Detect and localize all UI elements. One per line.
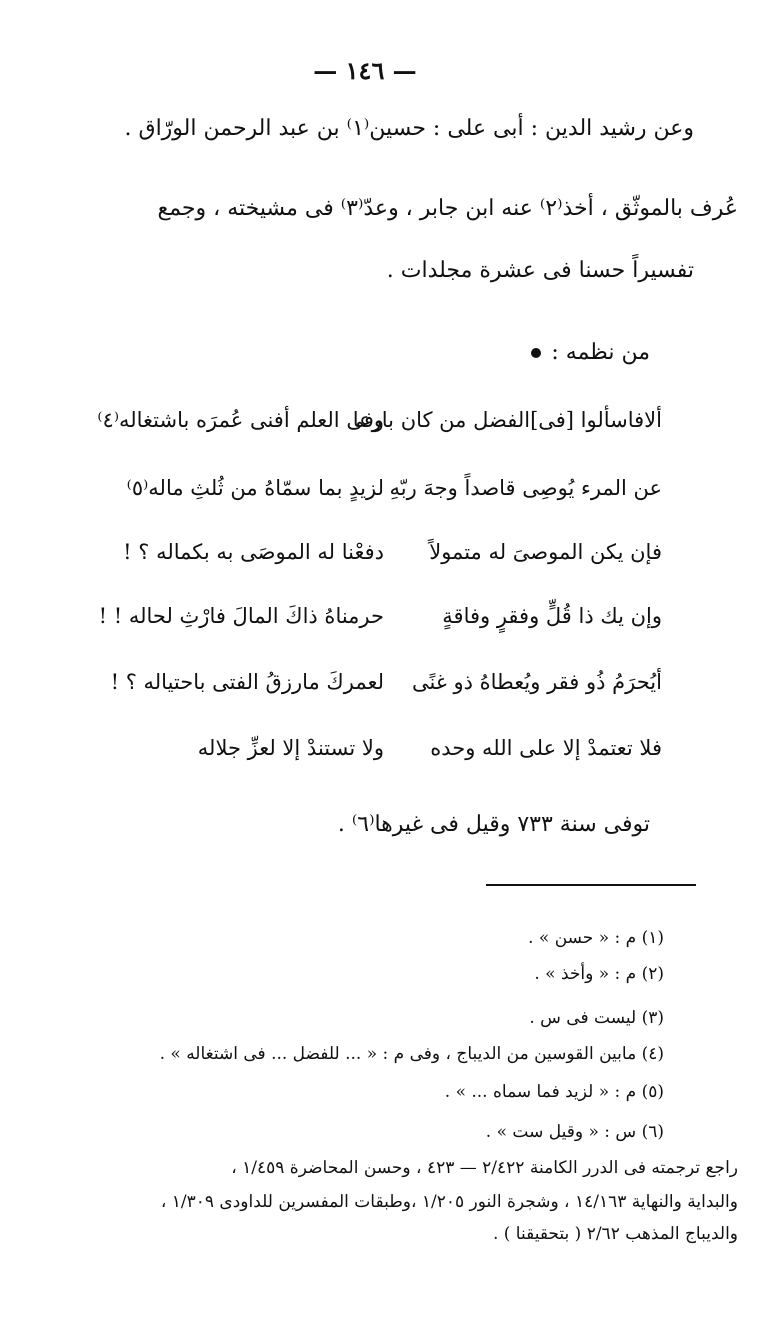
footnote-1: (١) م : « حسن » . — [528, 928, 664, 948]
bullet-icon — [531, 348, 541, 358]
footnote-5: (٥) م : « لزيد فما سماه ... » . — [444, 1082, 664, 1102]
verse-4-first-hemistich: وإن يك ذا قُلٍّ وفقرٍ وفاقةٍ — [442, 604, 662, 628]
verse-2-second-hemistich: لزيدٍ بما سمّاهُ من ثُلثِ ماله⁽٥⁾ — [126, 476, 384, 500]
verse-1-second-hemistich: وفى العلم أفنى عُمرَه باشتغاله⁽٤⁾ — [97, 408, 384, 432]
reference-line-3: والديباج المذهب ٢/٦٢ ( بتحقيقنا ) . — [492, 1224, 738, 1244]
footnote-3: (٣) ليست فى س . — [529, 1008, 664, 1028]
footnote-2: (٢) م : « وأخذ » . — [534, 964, 664, 984]
reference-line-2: والبداية والنهاية ١٤/١٦٣ ، وشجرة النور ١/٢٠٥ ،وطبقات المفسرين للداودى ١/٣٠٩ ، — [160, 1192, 738, 1212]
poem-heading-text: من نظمه : — [551, 340, 650, 365]
page-number: — ١٤٦ — — [313, 56, 417, 85]
closing-line: توفى سنة ٧٣٣ وقيل فى غيرها⁽٦⁾ . — [337, 812, 650, 837]
verse-3-second-hemistich: دفعْنا له الموصَى به بكماله ؟ ! — [123, 540, 384, 564]
verse-3-first-hemistich: فإن يكن الموصىَ له متمولاً — [429, 540, 662, 564]
verse-5-second-hemistich: لعمركَ مارزقُ الفتى باحتياله ؟ ! — [110, 670, 384, 694]
verse-4-second-hemistich: حرمناهُ ذاكَ المالَ فارْثِ لحاله ! ! — [98, 604, 384, 628]
footnote-6: (٦) س : « وقيل ست » . — [485, 1122, 664, 1142]
verse-6-first-hemistich: فلا تعتمدْ إلا على الله وحده — [430, 736, 662, 760]
body-line-3: تفسيراً حسنا فى عشرة مجلدات . — [386, 258, 694, 283]
poem-heading — [531, 340, 650, 365]
footnote-separator — [486, 884, 696, 886]
footnote-4: (٤) مابين القوسين من الديباج ، وفى م : « ... للفضل ... فى اشتغاله » . — [159, 1044, 664, 1064]
verse-1-first-hemistich: ألافاسألوا [فى]الفضل من كان بارعا — [352, 408, 662, 432]
verse-5-first-hemistich: أيُحرَمُ ذُو فقر ويُعطاهُ ذو غنًى — [411, 670, 662, 694]
body-line-2: عُرف بالموثّق ، أخذ⁽٢⁾ عنه ابن جابر ، وعدّ⁽٣⁾ فى مشيخته ، وجمع — [157, 196, 738, 221]
verse-6-second-hemistich: ولا تستندْ إلا لعزِّ جلاله — [197, 736, 384, 760]
verse-2-first-hemistich: عن المرء يُوصِى قاصداً وجهَ ربّهِ — [389, 476, 662, 500]
body-line-1: وعن رشيد الدين : أبى على : حسين⁽١⁾ بن عبد الرحمن الورّاق . — [124, 116, 694, 141]
reference-line-1: راجع ترجمته فى الدرر الكامنة ٢/٤٢٢ — ٤٢٣ ، وحسن المحاضرة ١/٤٥٩ ، — [231, 1158, 738, 1178]
